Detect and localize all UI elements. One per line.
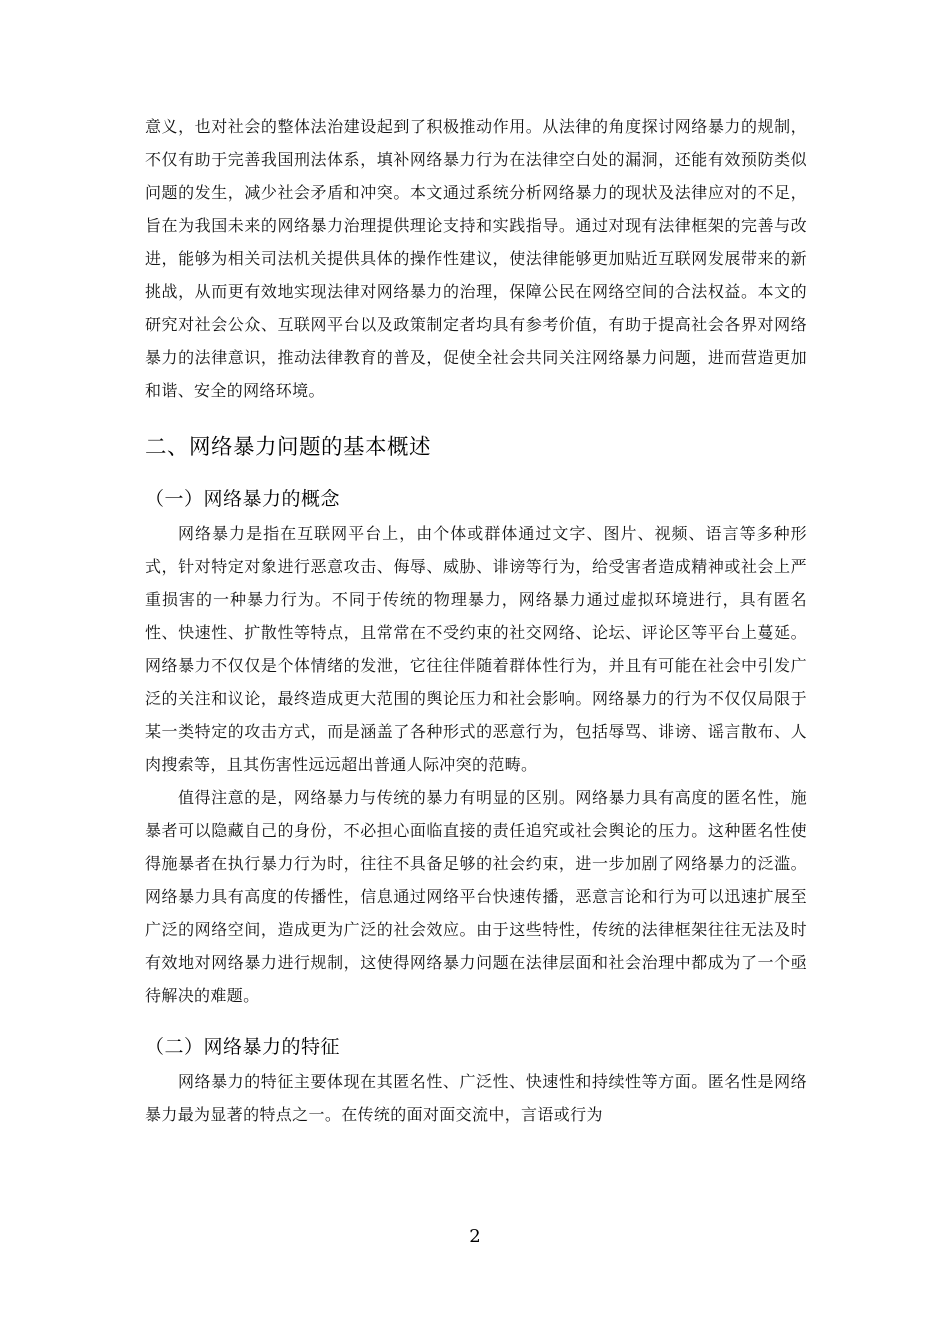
- section-heading: 二、网络暴力问题的基本概述: [145, 435, 432, 460]
- body-paragraph: 网络暴力的特征主要体现在其匿名性、广泛性、快速性和持续性等方面。匿名性是网络暴力最为显著的特点之一。在传统的面对面交流中，言语或行为: [145, 1072, 807, 1124]
- page-number: 2: [469, 1226, 481, 1247]
- body-paragraph: 值得注意的是，网络暴力与传统的暴力有明显的区别。网络暴力具有高度的匿名性，施暴者可以隐藏自己的身份，不必担心面临直接的责任追究或社会舆论的压力。这种匿名性使得施暴者在执行暴力行为时，往往不具备足够的社会约束，进一步加剧了网络暴力的泛滥。网络暴力具有高度的传播性，信息通过网络平台快速传播，恶意言论和行为可以迅速扩展至广泛的网络空间，造成更为广泛的社会效应。由于这些特性，传统的法律框架往往无法及时有效地对网络暴力进行规制，这使得网络暴力问题在法律层面和社会治理中都成为了一个亟待解决的难题。: [145, 788, 807, 1005]
- page-body: [145, 110, 807, 1131]
- subsection-heading-concept: （一）网络暴力的概念: [145, 488, 341, 510]
- intro-paragraph: 意义，也对社会的整体法治建设起到了积极推动作用。从法律的角度探讨网络暴力的规制，不仅有助于完善我国刑法体系，填补网络暴力行为在法律空白处的漏洞，还能有效预防类似问题的发生，减少社会矛盾和冲突。本文通过系统分析网络暴力的现状及法律应对的不足，旨在为我国未来的网络暴力治理提供理论支持和实践指导。通过对现有法律框架的完善与改进，能够为相关司法机关提供具体的操作性建议，使法律能够更加贴近互联网发展带来的新挑战，从而更有效地实现法律对网络暴力的治理，保障公民在网络空间的合法权益。本文的研究对社会公众、互联网平台以及政策制定者均具有参考价值，有助于提高社会各界对网络暴力的法律意识，推动法律教育的普及，促使全社会共同关注网络暴力问题，进而营造更加和谐、安全的网络环境。: [145, 117, 807, 400]
- body-paragraph: 网络暴力是指在互联网平台上，由个体或群体通过文字、图片、视频、语言等多种形式，针对特定对象进行恶意攻击、侮辱、威胁、诽谤等行为，给受害者造成精神或社会上严重损害的一种暴力行为。不同于传统的物理暴力，网络暴力通过虚拟环境进行，具有匿名性、快速性、扩散性等特点，且常常在不受约束的社交网络、论坛、评论区等平台上蔓延。网络暴力不仅仅是个体情绪的发泄，它往往伴随着群体性行为，并且有可能在社会中引发广泛的关注和议论，最终造成更大范围的舆论压力和社会影响。网络暴力的行为不仅仅局限于某一类特定的攻击方式，而是涵盖了各种形式的恶意行为，包括辱骂、诽谤、谣言散布、人肉搜索等，且其伤害性远远超出普通人际冲突的范畴。: [145, 524, 807, 774]
- subsection-heading-features: （二）网络暴力的特征: [145, 1036, 341, 1058]
